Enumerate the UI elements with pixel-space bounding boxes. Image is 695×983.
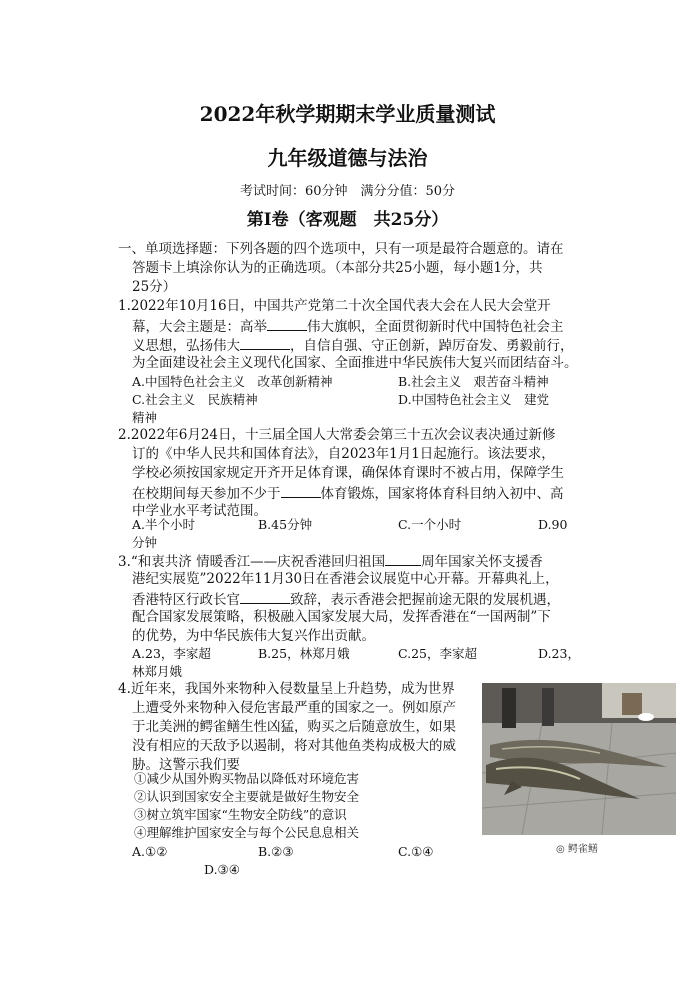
q2-option-a: A.半个小时 (132, 517, 196, 532)
q1-option-b: B.社会主义 艰苦奋斗精神 (398, 374, 549, 389)
exam-info: 考试时间：60分钟 满分分值：50分 (239, 184, 456, 199)
q3-option-d: D.23， (538, 646, 580, 661)
q3-line-5: 的优势，为中华民族伟大复兴作出贡献。 (132, 628, 375, 644)
q2-text: 在校期间每天参加不少于 (132, 486, 281, 502)
q4-option-a: A.①② (132, 844, 168, 859)
answer-blank (267, 316, 307, 331)
q4-option-c: C.①④ (398, 844, 434, 859)
q1-line-2 (132, 316, 564, 337)
q3-option-c: C.25，李家超 (398, 646, 477, 661)
subject-title: 九年级道德与法治 (267, 146, 428, 170)
fish-photo-image (482, 683, 676, 835)
q4-option-b: B.②③ (258, 844, 294, 859)
alligator-gar-photo (482, 683, 676, 835)
caption-text: 鳄雀鳝 (567, 844, 598, 855)
q3-text: 香港特区行政长官 (132, 592, 240, 608)
q1-option-a: A.中国特色社会主义 改革创新精神 (132, 374, 333, 389)
q3-text: 3.“和衷共济 情暖香江——庆祝香港回归祖国 (118, 554, 386, 570)
instructions-line-3: 25分） (132, 279, 177, 295)
q4-statement-2: ②认识到国家安全主要就是做好生物安全 (134, 789, 360, 804)
q3-text: 致辞，表示香港会把握前途无限的发展机遇， (290, 592, 560, 608)
q1-line-4: 为全面建设社会主义现代化国家、全面推进中华民族伟大复兴而团结奋斗。 (132, 355, 578, 371)
q4-statement-4: ④理解维护国家安全与每个公民息息相关 (134, 825, 360, 840)
q2-line-5: 中学业水平考试范围。 (132, 503, 267, 519)
q4-line-5: 胁。这警示我们要 (132, 757, 240, 773)
photo-caption (556, 840, 598, 855)
q2-line-1: 2.2022年6月24日，十三届全国人大常委会第三十五次会议表决通过新修 (118, 427, 556, 443)
instructions-line-1: 一、单项选择题：下列各题的四个选项中，只有一项是最符合题意的。请在 (118, 241, 564, 257)
answer-blank (385, 551, 421, 566)
answer-blank (240, 589, 290, 604)
section-heading: 第Ⅰ卷（客观题 共25分） (246, 210, 449, 230)
q2-line-3: 学校必须按国家规定开齐开足体育课，确保体育课时不被占用，保障学生 (132, 465, 564, 481)
q2-line-2: 订的《中华人民共和国体育法》，自2023年1月1日起施行。该法要求， (132, 446, 555, 462)
exam-title: 2022年秋学期期末学业质量测试 (199, 102, 496, 126)
q4-statement-1: ①减少从国外购买物品以降低对环境危害 (134, 771, 360, 786)
q1-option-d: D.中国特色社会主义 建党 (398, 392, 550, 407)
q1-text: ，自信自强、守正创新，踔厉奋发、勇毅前行， (290, 338, 574, 354)
q4-option-d: D.③④ (204, 862, 240, 877)
q4-line-1: 4.近年来，我国外来物种入侵数量呈上升趋势，成为世界 (118, 681, 455, 697)
q3-option-b: B.25，林郑月娥 (258, 646, 350, 661)
q4-line-3: 于北美洲的鳄雀鳝生性凶猛，购买之后随意放生，如果 (132, 719, 456, 735)
q1-text: 幕，大会主题是：高举 (132, 319, 267, 335)
q2-option-b: B.45分钟 (258, 517, 313, 532)
q3-text: 周年国家关怀支援香 (421, 554, 543, 570)
q2-text: 体育锻炼，国家将体育科目纳入初中、高 (320, 486, 564, 502)
q3-option-a: A.23，李家超 (132, 646, 211, 661)
q2-line-4 (132, 483, 564, 504)
answer-blank (281, 483, 321, 498)
q4-statement-3: ③树立筑牢国家“生物安全防线”的意识 (134, 807, 347, 822)
q1-option-c: C.社会主义 民族精神 (132, 392, 258, 407)
answer-blank (240, 335, 290, 350)
q3-line-4: 配合国家发展策略，积极融入国家发展大局，发挥香港在“一国两制”下 (132, 609, 551, 625)
q1-text: 义思想，弘扬伟大 (132, 338, 240, 354)
q1-text: 伟大旗帜，全面贯彻新时代中国特色社会主 (307, 319, 564, 335)
q1-line-3 (132, 335, 574, 356)
q3-line-1 (118, 551, 543, 572)
caption-bullet-icon: ◎ (556, 844, 565, 855)
q3-line-3 (132, 589, 560, 610)
q2-option-d: D.90 (538, 517, 568, 532)
instructions-line-2: 答题卡上填涂你认为的正确选项。（本部分共25小题，每小题1分，共 (132, 260, 543, 276)
q2-option-d-cont: 分钟 (132, 535, 158, 550)
q3-line-2: 港纪实展览”2022年11月30日在香港会议展览中心开幕。开幕典礼上， (132, 571, 559, 587)
q1-option-d-cont: 精神 (132, 410, 158, 425)
q4-line-4: 没有相应的天敌予以遏制，将对其他鱼类构成极大的威 (132, 738, 456, 754)
q1-line-1: 1.2022年10月16日，中国共产党第二十次全国代表大会在人民大会堂开 (118, 298, 551, 314)
q3-option-d-cont: 林郑月娥 (132, 664, 183, 679)
q2-option-c: C.一个小时 (398, 517, 462, 532)
q4-line-2: 上遭受外来物种入侵危害最严重的国家之一。例如原产 (132, 700, 456, 716)
